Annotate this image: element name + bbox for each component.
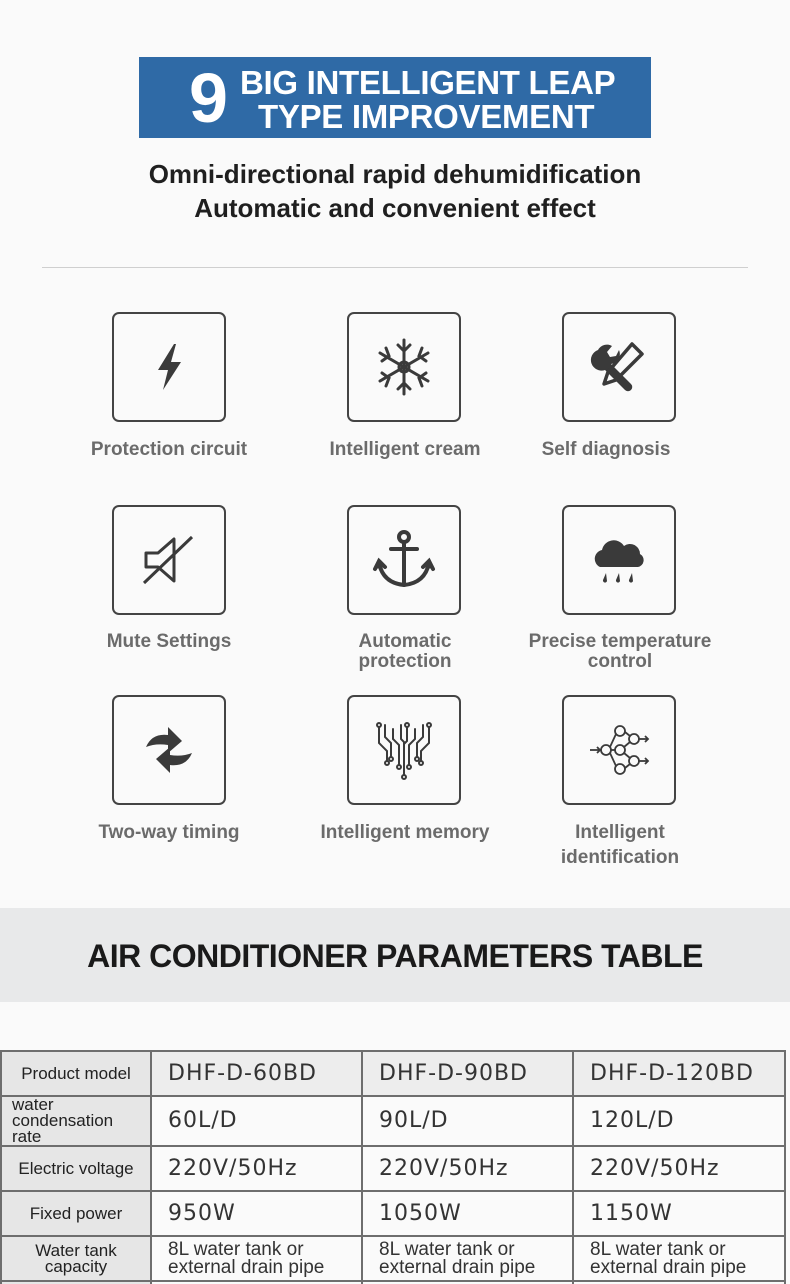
table-cell: DHF-D-90BD [362, 1051, 573, 1096]
anchor-icon [347, 505, 461, 615]
feature-label-intelligent-cream: Intelligent cream [329, 439, 481, 460]
cell-line: 8L water tank or [590, 1238, 726, 1260]
feature-label-protection-circuit: Protection circuit [90, 439, 248, 460]
table-row [1, 1146, 785, 1191]
banner-title-line2: TYPE IMPROVEMENT [258, 98, 595, 135]
feature-label-line: Intelligent [575, 822, 665, 843]
table-cell: DHF-D-60BD [151, 1051, 362, 1096]
circuit-brain-icon [347, 695, 461, 805]
divider [42, 267, 748, 268]
cell-line: 8L water tank or [379, 1238, 515, 1260]
row-header: Electric voltage [1, 1146, 151, 1191]
tools-icon [562, 312, 676, 422]
cell-line: external drain pipe [590, 1256, 747, 1278]
table-cell [573, 1236, 785, 1281]
cell-line: external drain pipe [168, 1256, 325, 1278]
feature-label-line: control [587, 651, 653, 672]
table-row [1, 1191, 785, 1236]
table-cell [151, 1236, 362, 1281]
parameters-table [0, 1050, 786, 1284]
feature-label-intelligent-identification [510, 823, 730, 868]
row-header [1, 1236, 151, 1281]
table-cell: 220V/50Hz [573, 1146, 785, 1191]
feature-label-two-way-timing: Two-way timing [98, 822, 240, 843]
feature-label-line: identification [560, 847, 680, 868]
banner-title [240, 66, 640, 134]
table-cell: 1050W [362, 1191, 573, 1236]
row-header-line: water [12, 1095, 54, 1114]
lightning-icon [112, 312, 226, 422]
subtitle-line1: Omni-directional rapid dehumidification [148, 159, 642, 189]
table-row [1, 1051, 785, 1096]
banner-number: 9 [189, 59, 228, 137]
row-header [1, 1096, 151, 1146]
rain-cloud-icon [562, 505, 676, 615]
table-cell: 60L/D [151, 1096, 362, 1146]
table-cell: 120L/D [573, 1096, 785, 1146]
row-header: Product model [1, 1051, 151, 1096]
cell-line: external drain pipe [379, 1256, 536, 1278]
feature-label-precise-temperature-control [510, 632, 730, 672]
feature-label-line: Automatic [358, 631, 452, 652]
table-cell [362, 1236, 573, 1281]
mute-speaker-icon [112, 505, 226, 615]
row-header: Fixed power [1, 1191, 151, 1236]
table-cell: 220V/50Hz [151, 1146, 362, 1191]
banner-title-line1: BIG INTELLIGENT LEAP [240, 64, 616, 101]
table-cell: 950W [151, 1191, 362, 1236]
table-cell: 90L/D [362, 1096, 573, 1146]
table-row [1, 1236, 785, 1281]
subtitle [0, 157, 790, 225]
two-way-arrows-icon [112, 695, 226, 805]
table-cell: 220V/50Hz [362, 1146, 573, 1191]
feature-label-line: protection [358, 651, 452, 672]
snowflake-icon [347, 312, 461, 422]
table-cell: 1150W [573, 1191, 785, 1236]
feature-label-self-diagnosis: Self diagnosis [541, 439, 671, 460]
feature-label-intelligent-memory: Intelligent memory [320, 822, 490, 843]
row-header-line: condensation rate [12, 1111, 114, 1146]
neural-network-icon [562, 695, 676, 805]
params-section-title: AIR CONDITIONER PARAMETERS TABLE [87, 938, 703, 974]
subtitle-line2: Automatic and convenient effect [194, 193, 596, 223]
table-row [1, 1096, 785, 1146]
feature-label-automatic-protection [295, 632, 515, 672]
row-header-line: Water tank [35, 1240, 117, 1260]
feature-label-line: Precise temperature [528, 631, 712, 652]
table-cell: DHF-D-120BD [573, 1051, 785, 1096]
cell-line: 8L water tank or [168, 1238, 304, 1260]
feature-label-mute-settings: Mute Settings [106, 631, 232, 652]
row-header-line: capacity [44, 1256, 108, 1276]
